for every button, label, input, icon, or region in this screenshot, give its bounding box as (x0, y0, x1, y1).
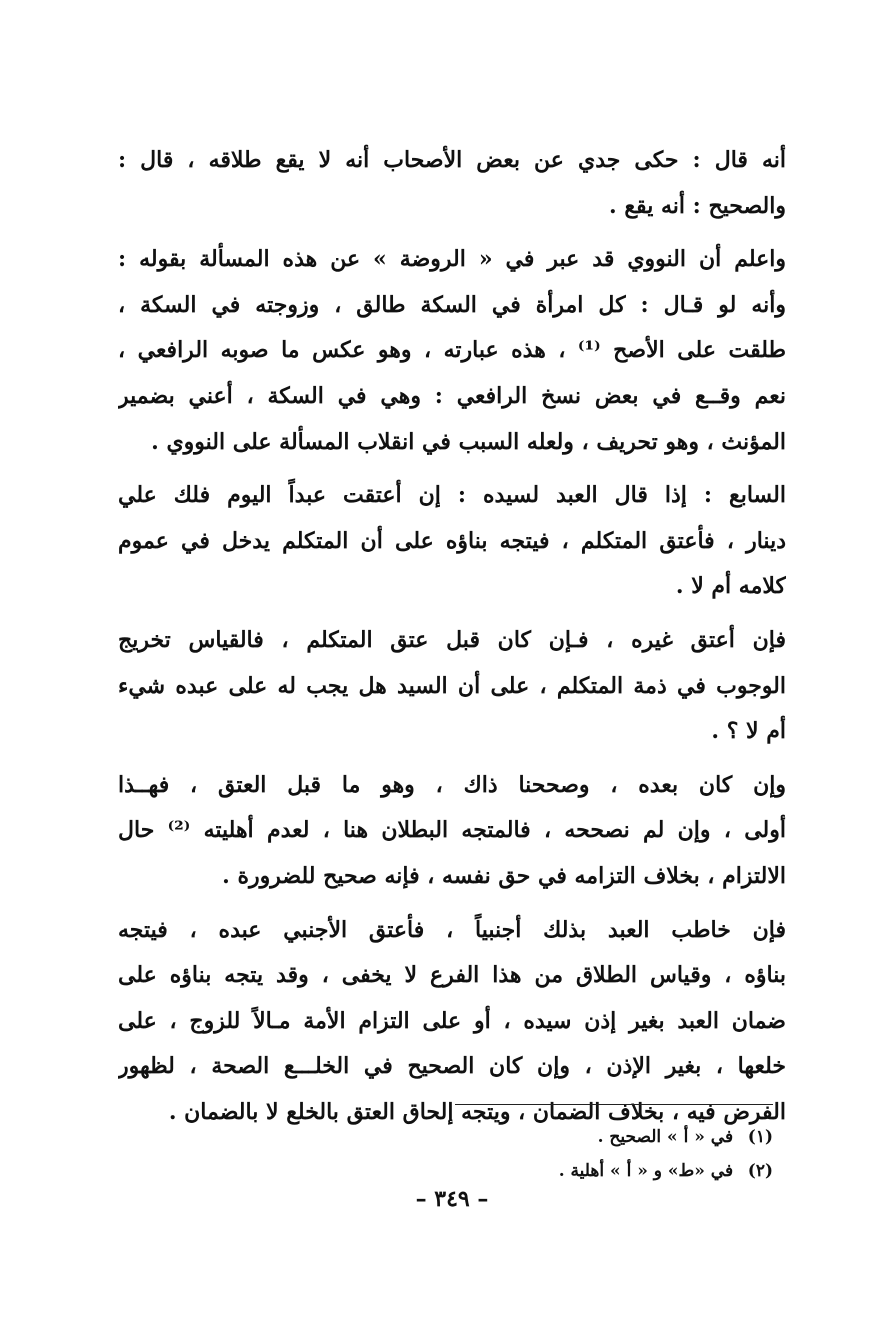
paragraph-1 (118, 138, 786, 229)
text-line: السابع : إذا قال العبد لسيده : إن أعتقت عبداً اليوم فلك علي (118, 482, 786, 509)
footnote-2 (455, 1154, 773, 1188)
footnotes (455, 1120, 773, 1188)
text-line: أولى ، وإن لم نصححه ، فالمتجه البطلان هنا ، لعدم أهليته ⁽²⁾ حال (118, 817, 786, 844)
text-line: ضمان العبد بغير إذن سيده ، أو على التزام الأمة مـالاً للزوج ، على (118, 1007, 786, 1034)
paragraph-5 (118, 763, 786, 900)
text-line: بناؤه ، وقياس الطلاق من هذا الفرع لا يخفى ، وقد يتجه بناؤه على (118, 962, 786, 989)
paragraph-6 (118, 908, 786, 1136)
text-line: دينار ، فأعتق المتكلم ، فيتجه بناؤه على أن المتكلم يدخل في عموم (118, 527, 786, 554)
paragraph-4 (118, 618, 786, 755)
page-number: – ٣٤٩ – (415, 1186, 489, 1212)
text-line: الفرض فيه ، بخلاف الضمان ، ويتجه إلحاق العتق بالخلع لا بالضمان . (168, 1098, 786, 1125)
text-line: واعلم أن النووي قد عبر في « الروضة » عن هذه المسألة بقوله : (118, 246, 786, 273)
text-line: المؤنث ، وهو تحريف ، ولعله السبب في انقلاب المسألة على النووي . (151, 428, 786, 455)
text-line: الالتزام ، بخلاف التزامه في حق نفسه ، فإنه صحيح للضرورة . (222, 862, 786, 889)
text-line: أم لا ؟ . (711, 718, 786, 745)
footnote-number: (٢) (747, 1161, 773, 1181)
footnote-text: في «ط» و « أ » أهلية . (558, 1161, 734, 1181)
footnote-divider (455, 1104, 773, 1105)
text-line: خلعها ، بغير الإذن ، وإن كان الصحيح في الخلـــع الصحة ، لظهور (118, 1053, 786, 1080)
text-line: وأنه لو قـال : كل امرأة في السكة طالق ، وزوجته في السكة ، (118, 291, 786, 318)
text-line: والصحيح : أنه يقع . (609, 192, 786, 219)
footnote-text: في « أ » الصحيح . (597, 1127, 734, 1147)
paragraph-3 (118, 473, 786, 610)
main-text (118, 138, 786, 1135)
text-line: طلقت على الأصح ⁽¹⁾ ، هذه عبارته ، وهو عكس ما صوبه الرافعي ، (118, 337, 786, 364)
text-line: فإن خاطب العبد بذلك أجنبياً ، فأعتق الأجنبي عبده ، فيتجه (118, 916, 786, 943)
text-line: نعم وقــع في بعض نسخ الرافعي : وهي في السكة ، أعني بضمير (118, 382, 786, 409)
text-line: كلامه أم لا . (675, 573, 786, 600)
text-line: وإن كان بعده ، وصححنا ذاك ، وهو ما قبل العتق ، فهــذا (118, 771, 786, 798)
text-line: أنه قال : حكى جدي عن بعض الأصحاب أنه لا يقع طلاقه ، قال : (118, 147, 786, 173)
text-line: الوجوب في ذمة المتكلم ، على أن السيد هل يجب له على عبده شيء (118, 672, 786, 699)
footnote-number: (١) (747, 1127, 773, 1147)
paragraph-2 (118, 237, 786, 465)
text-line: فإن أعتق غيره ، فـإن كان قبل عتق المتكلم ، فالقياس تخريج (118, 626, 786, 653)
footnote-1 (455, 1120, 773, 1154)
